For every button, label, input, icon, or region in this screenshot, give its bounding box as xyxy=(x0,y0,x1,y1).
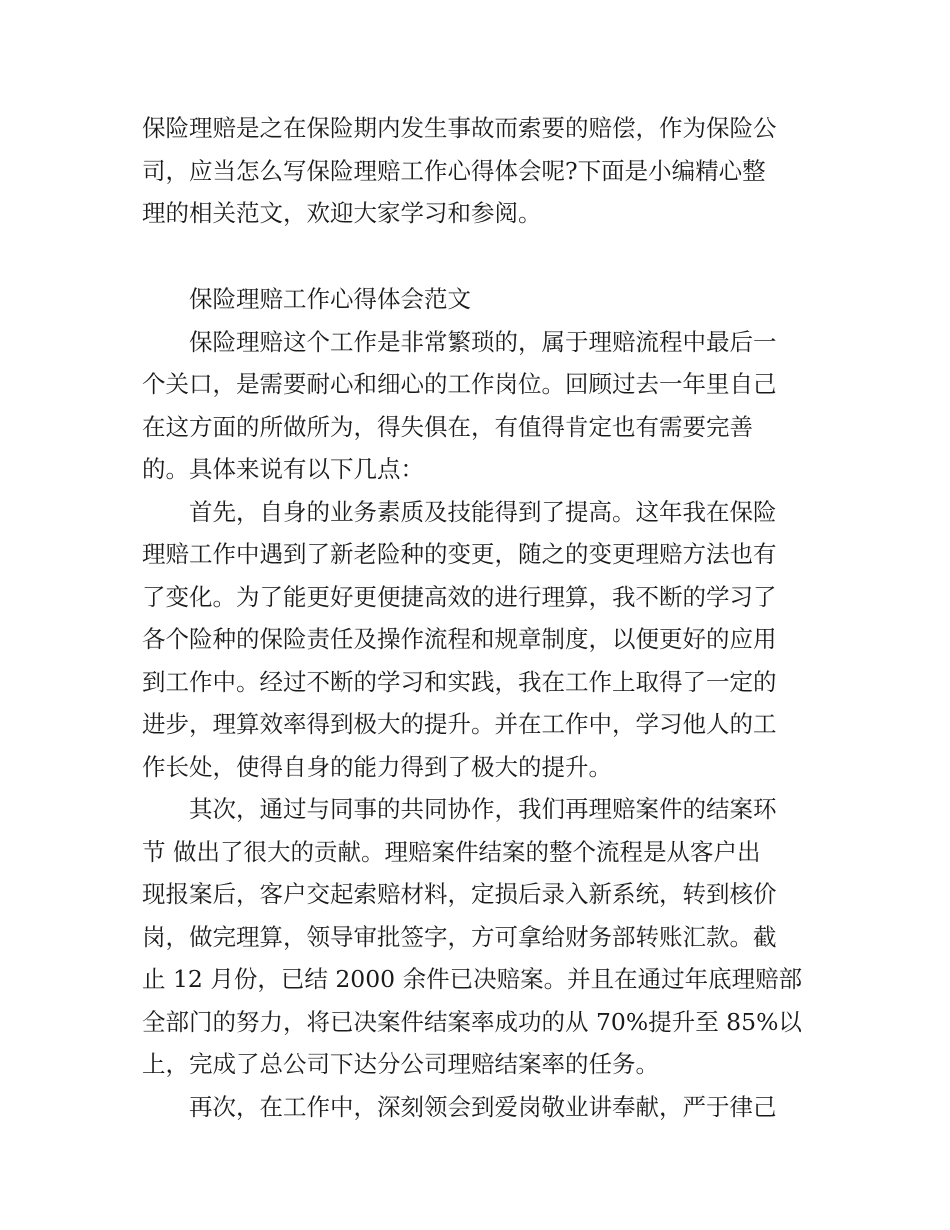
body-line: 保险理赔这个工作是非常繁琐的，属于理赔流程中最后一 xyxy=(142,327,777,356)
body-line: 作长处，使得自身的能力得到了极大的提升。 xyxy=(142,752,612,781)
body-line: 在这方面的所做所为，得失俱在，有值得肯定也有需要完善 xyxy=(142,412,753,441)
body-line: 止 12 月份，已结 2000 余件已决赔案。并且在通过年底理赔部 xyxy=(142,965,803,993)
article-title: 保险理赔工作心得体会范文 xyxy=(142,285,471,313)
body-line: 岗，做完理算，领导审批签字，方可拿给财务部转账汇款。截 xyxy=(142,922,777,951)
intro-line: 司，应当怎么写保险理赔工作心得体会呢?下面是小编精心整 xyxy=(142,156,766,185)
intro-line: 保险理赔是之在保险期内发生事故而索要的赔偿，作为保险公 xyxy=(142,114,777,142)
body-line: 的。具体来说有以下几点： xyxy=(142,455,424,483)
body-line: 各个险种的保险责任及操作流程和规章制度，以便更好的应用 xyxy=(142,625,777,653)
body-line: 个关口，是需要耐心和细心的工作岗位。回顾过去一年里自己 xyxy=(142,370,777,398)
body-line: 首先，自身的业务素质及技能得到了提高。这年我在保险 xyxy=(142,497,777,526)
body-line: 现报案后，客户交起索赔材料，定损后录入新系统，转到核价 xyxy=(142,880,777,908)
body-line: 进步，理算效率得到极大的提升。并在工作中，学习他人的工 xyxy=(142,710,777,738)
body-line: 上，完成了总公司下达分公司理赔结案率的任务。 xyxy=(142,1050,659,1078)
article-body xyxy=(142,278,814,1128)
body-line: 了变化。为了能更好更便捷高效的进行理算，我不断的学习了 xyxy=(142,582,777,611)
body-line: 节 做出了很大的贡献。理赔案件结案的整个流程是从客户出 xyxy=(142,837,761,866)
body-line: 再次，在工作中，深刻领会到爱岗敬业讲奉献，严于律己 xyxy=(142,1092,777,1121)
intro-line: 理的相关范文，欢迎大家学习和参阅。 xyxy=(142,199,542,227)
body-line: 到工作中。经过不断的学习和实践，我在工作上取得了一定的 xyxy=(142,667,777,696)
body-line: 理赔工作中遇到了新老险种的变更，随之的变更理赔方法也有 xyxy=(142,540,777,568)
body-line: 全部门的努力，将已决案件结案率成功的从 70%提升至 85%以 xyxy=(142,1007,802,1036)
intro-paragraph xyxy=(142,107,814,235)
body-line: 其次，通过与同事的共同协作，我们再理赔案件的结案环 xyxy=(142,795,777,823)
